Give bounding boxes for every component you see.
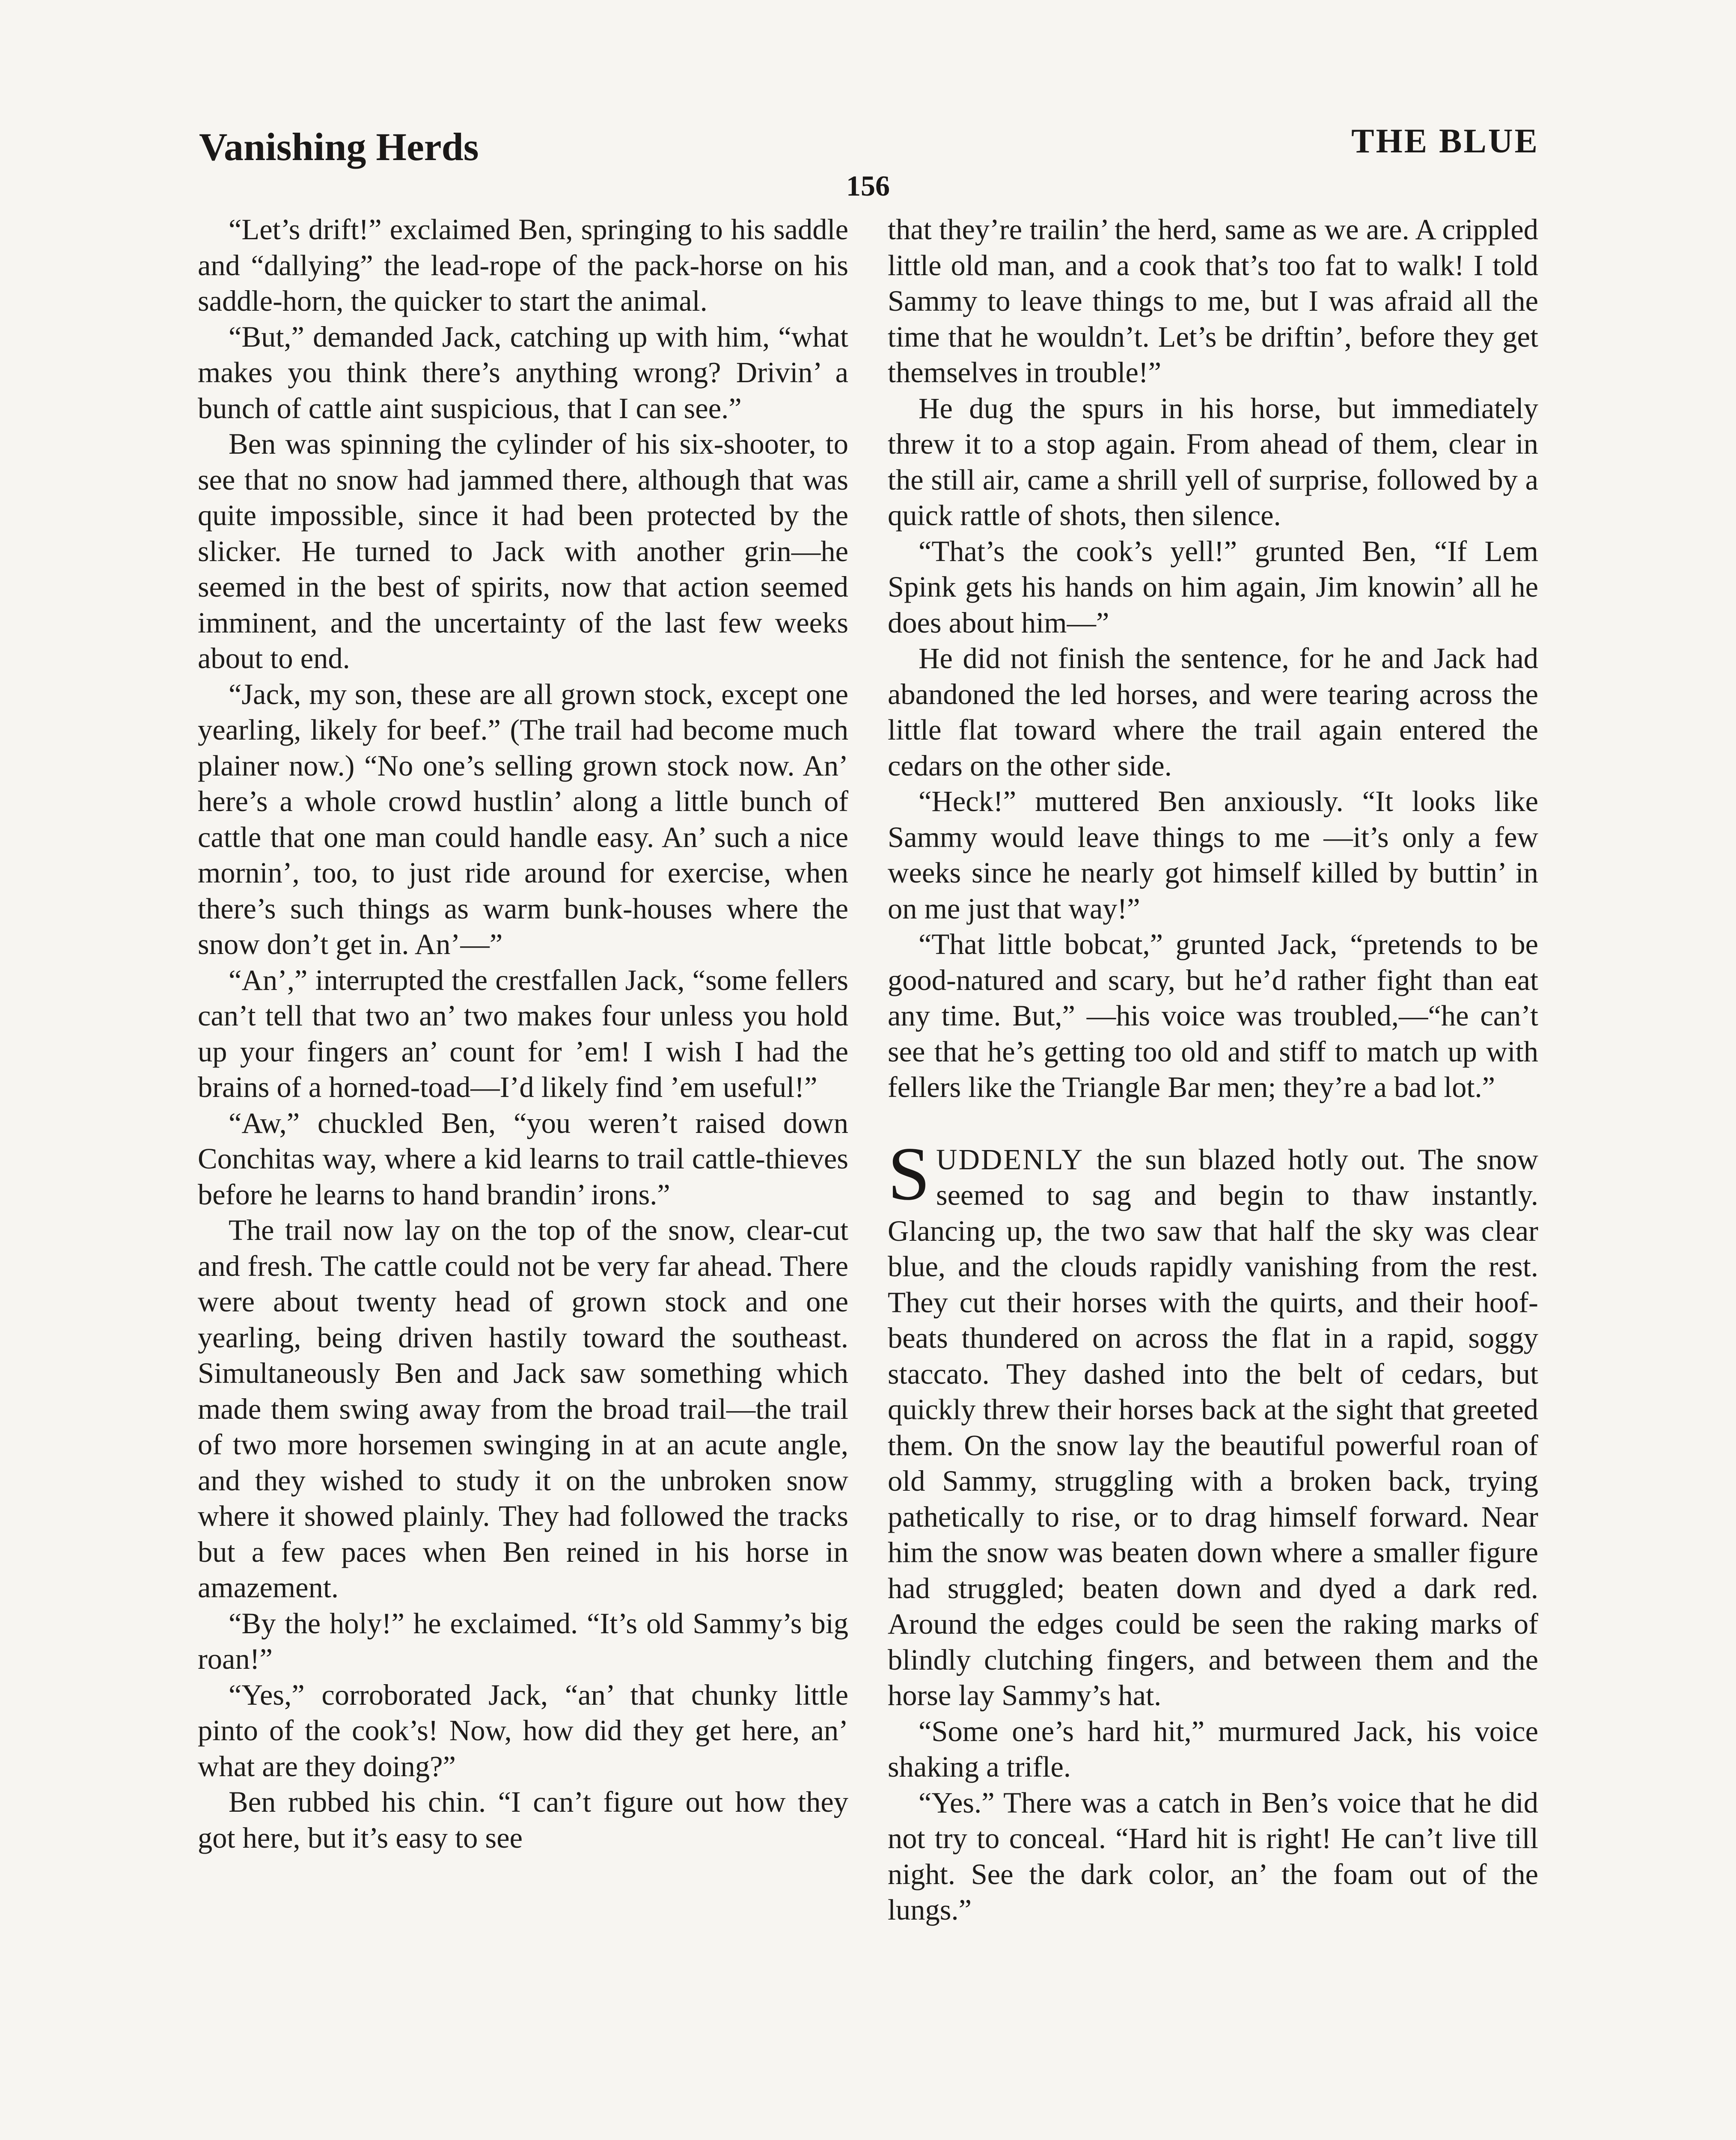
paragraph: “That’s the cook’s yell!” grunted Ben, “If Lem Spink gets his hands on him again, Jim knowin’ all he does about him—” (888, 535, 1538, 639)
drop-cap: S (888, 1131, 930, 1216)
section-opening-paragraph (888, 1131, 1538, 1714)
paragraph: “An’,” interrupted the crestfallen Jack, “some fellers can’t tell that two an’ two makes four unless you hold up your fingers an’ count for ’em! I wish I had the brains of a horned-toad—I’d likely find ’em useful!” (198, 963, 848, 1103)
paragraph: “Yes,” corroborated Jack, “an’ that chunky little pinto of the cook’s! Now, how did they get here, an’ what are they doing?” (198, 1678, 848, 1783)
paragraph: “Aw,” chuckled Ben, “you weren’t raised down Conchitas way, where a kid learns to trail cattle-thieves before he learns to hand brandin’ irons.” (198, 1106, 848, 1211)
continued-paragraph: that they’re trailin’ the herd, same as we are. A crippled little old man, and a cook that’s too fat to walk! I told Sammy to leave things to me, but I was afraid all the time that he wouldn’t. Let’s be driftin’, before they get themselves in trouble!” (888, 213, 1538, 389)
paragraph: “Some one’s hard hit,” murmured Jack, his voice shaking a trifle. (888, 1715, 1538, 1783)
opening-word: UDDENLY (936, 1143, 1084, 1176)
magazine-title: THE BLUE (1351, 122, 1539, 160)
story-title: Vanishing Herds (199, 125, 479, 169)
page-number: 156 (846, 169, 890, 202)
paragraph: He did not finish the sentence, for he and Jack had abandoned the led horses, and were tearing across the little flat toward where the trail again entered the cedars on the other side. (888, 642, 1538, 782)
paragraph: “Jack, my son, these are all grown stock, except one yearling, likely for beef.” (The trail had become much plainer now.) “No one’s selling grown stock now. An’ here’s a whole crowd hustlin’ along a little bunch of cattle that one man could handle easy. An’ such a nice mornin’, too, to just ride around for exercise, when there’s such things as warm bunk-houses where the snow don’t get in. An’—” (198, 678, 848, 960)
paragraph: “Yes.” There was a catch in Ben’s voice that he did not try to conceal. “Hard hit is right! He can’t live till night. See the dark color, an’ the foam out of the lungs.” (888, 1786, 1538, 1926)
paragraph: “Let’s drift!” exclaimed Ben, springing to his saddle and “dallying” the lead-rope of the pack-horse on his saddle-horn, the quicker to start the animal. (198, 213, 848, 317)
paragraph: Ben rubbed his chin. “I can’t figure out how they got here, but it’s easy to see (198, 1786, 848, 1854)
right-column (888, 212, 1538, 1928)
paragraph: He dug the spurs in his horse, but immediately threw it to a stop again. From ahead of them, clear in the still air, came a shrill yell of surprise, followed by a quick rattle of shots, then silence. (888, 392, 1538, 532)
paragraph: “But,” demanded Jack, catching up with him, “what makes you think there’s anything wrong? Drivin’ a bunch of cattle aint suspicious, that I can see.” (198, 320, 848, 425)
left-column (198, 212, 848, 1856)
paragraph: Ben was spinning the cylinder of his six-shooter, to see that no snow had jammed there, although that was quite impossible, since it had been protected by the slicker. He turned to Jack with another grin—he seemed in the best of spirits, now that action seemed imminent, and the uncertainty of the last few weeks about to end. (198, 428, 848, 675)
paragraph-text: the sun blazed hotly out. The snow seemed to sag and begin to thaw instantly. Glancing up, the two saw that half the sky was clear blue, and the clouds rapidly vanishing from the rest. They cut their horses with the quirts, and their hoof-beats thundered on across the flat in a rapid, soggy staccato. They dashed into the belt of cedars, but quickly threw their horses back at the sight that greeted them. On the snow lay the beautiful powerful roan of old Sammy, struggling with a broken back, trying pathetically to rise, or to drag himself forward. Near him the snow was beaten down where a smaller figure had struggled; beaten down and dyed a dark red. Around the edges could be seen the raking marks of blindly clutching fingers, and between them and the horse lay Sammy’s hat. (888, 1143, 1538, 1712)
paragraph: The trail now lay on the top of the snow, clear-cut and fresh. The cattle could not be very far ahead. There were about twenty head of grown stock and one yearling, being driven hastily toward the southeast. Simultaneously Ben and Jack saw something which made them swing away from the broad trail—the trail of two more horsemen swinging in at an acute angle, and they wished to study it on the unbroken snow where it showed plainly. They had followed the tracks but a few paces when Ben reined in his horse in amazement. (198, 1214, 848, 1604)
paragraph: “By the holy!” he exclaimed. “It’s old Sammy’s big roan!” (198, 1607, 848, 1675)
paragraph: “Heck!” muttered Ben anxiously. “It looks like Sammy would leave things to me —it’s only a few weeks since he nearly got himself killed by buttin’ in on me just that way!” (888, 785, 1538, 925)
paragraph: “That little bobcat,” grunted Jack, “pretends to be good-natured and scary, but he’d rather fight than eat any time. But,” —his voice was troubled,—“he can’t see that he’s getting too old and stiff to match up with fellers like the Triangle Bar men; they’re a bad lot.” (888, 928, 1538, 1103)
